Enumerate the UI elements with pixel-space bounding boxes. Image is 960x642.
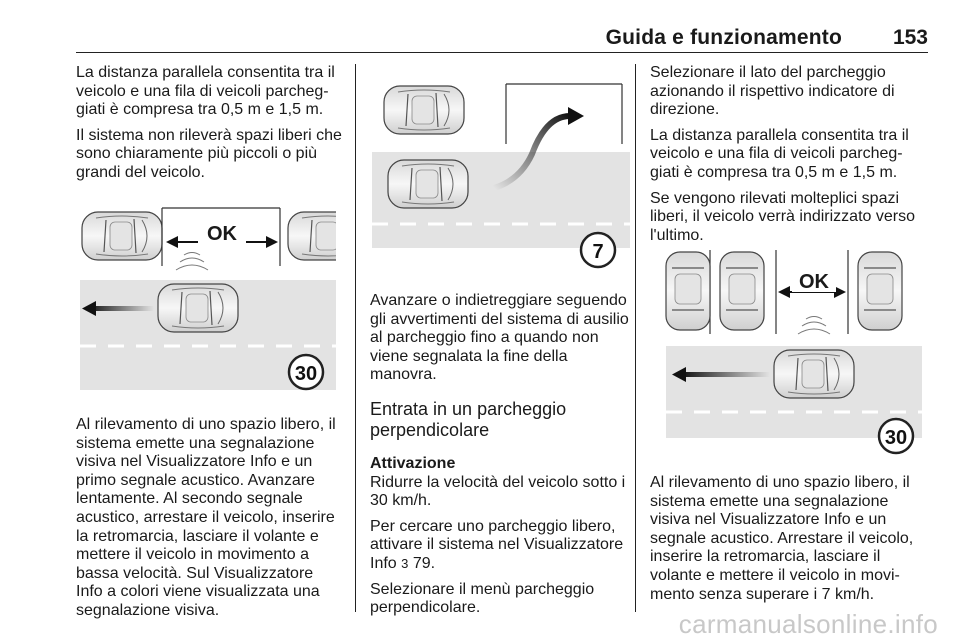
paragraph: Selezionare il lato del parcheggio azionando il rispettivo indicatore di direzione. [650,64,895,119]
column-3-lower [650,474,930,611]
direction-arrow-icon [88,306,154,311]
perpendicular-parking-figure [664,246,924,456]
column-2 [370,292,632,625]
section-heading: Entrata in un parcheggio perpendicolare [370,398,567,440]
svg-text:30: 30 [294,363,318,385]
ok-label: OK [207,223,237,245]
parked-car-icon [720,252,764,330]
paragraph: Avanzare o indietreggiare seguendo gli avvertimenti del sistema di ausilio al parcheggio fino a quando non viene segnalata la fine della manovra. [370,292,629,384]
parked-car-icon [666,252,710,330]
parking-maneuver-figure [370,70,632,270]
column-1 [76,64,342,190]
paragraph: La distanza parallela consentita tra il veicolo e una fila di veicoli parcheg-giati è compresa tra 0,5 m e 1,5 m. [650,126,909,181]
svg-text:7: 7 [592,241,604,263]
column-3 [650,64,930,252]
paragraph: Per cercare uno parcheggio libero, attivare il sistema nel Visualizzatore Info 3 79. [370,517,624,572]
section-title: Guida e funzionamento [605,26,842,49]
parallel-parking-figure [80,200,336,392]
watermark: carmanualsonline.info [678,609,938,639]
paragraph: Al rilevamento di uno spazio libero, il sistema emette una segnalazione visiva nel Visualizzatore Info e un primo segnale acustico. Avanzare lentamente. Al secondo segnale acustico, arrestare il veicolo, inserire la retromarcia, lasciare il volante e mettere il veicolo in movimento a bassa velocità. Sul Visualizzatore Info a colori viene visualizzata una segnalazione visiva. [76,416,336,619]
moving-car-icon [774,350,854,398]
parked-car-icon [858,252,902,330]
column-1-lower [76,416,342,628]
parked-car-icon [384,86,464,134]
paragraph: Selezionare il menù parcheggio perpendicolare. [370,580,595,617]
svg-text:30: 30 [884,427,908,449]
parked-car-icon [288,212,336,260]
paragraph: Ridurre la velocità del veicolo sotto i 30 km/h. [370,473,626,510]
page-reference-icon[interactable]: 3 [401,555,409,571]
moving-car-icon [158,284,238,332]
paragraph: La distanza parallela consentita tra il veicolo e una fila di veicoli parcheg-giati è compresa tra 0,5 m e 1,5 m. [76,64,335,119]
sensor-waves-icon [798,317,830,335]
page-number: 153 [892,26,928,49]
direction-arrow-icon [682,372,770,377]
page-header [76,0,928,53]
ok-label: OK [799,271,829,293]
column-divider-2 [635,64,636,612]
subheading: Attivazione [370,454,456,472]
sensor-waves-icon [176,253,208,271]
parked-car-icon [82,212,162,260]
paragraph: Se vengono rilevati molteplici spazi liberi, il veicolo verrà indirizzato verso l'ultimo. [650,189,915,244]
paragraph: Al rilevamento di uno spazio libero, il sistema emette una segnalazione visiva nel Visualizzatore Info e un segnale acustico. Arrestare il veicolo, inserire la retromarcia, lasciare il volante e mettere il veicolo in movi-mento senza superare i 7 km/h. [650,474,914,603]
maneuvering-car-icon [388,160,468,208]
paragraph: Il sistema non rileverà spazi liberi che sono chiaramente più piccoli o più grandi del veicolo. [76,126,342,181]
column-divider-1 [355,64,356,612]
